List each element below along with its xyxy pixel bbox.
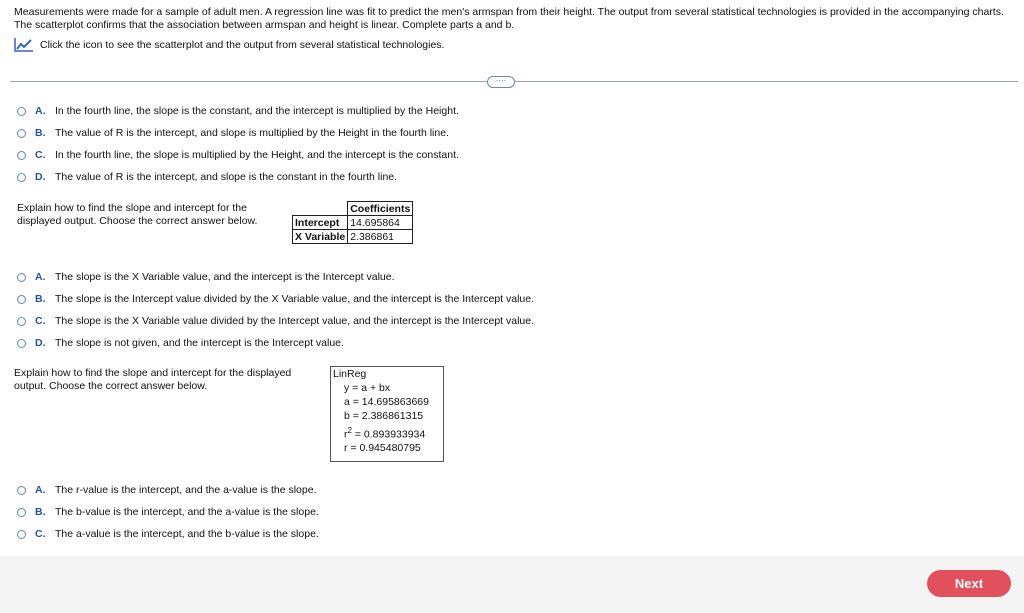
option-letter: B. <box>35 127 46 139</box>
option-text: The value of R is the intercept, and slope is multiplied by the Height in the fourth line. <box>55 127 449 139</box>
r2-exponent: 2 <box>347 426 352 435</box>
option-letter: B. <box>35 506 46 518</box>
option-letter: C. <box>35 528 46 540</box>
answer-options-part1 <box>17 100 459 188</box>
footer-bar <box>0 556 1024 613</box>
table-row <box>293 202 413 216</box>
option-c[interactable] <box>17 144 459 166</box>
option-text: The b-value is the intercept, and the a-value is the slope. <box>55 506 319 518</box>
prompt-line: Explain how to find the slope and intercept for the displayed <box>14 367 292 379</box>
chart-link <box>14 37 444 52</box>
radio-button[interactable] <box>17 339 26 348</box>
table-header: Coefficients <box>348 202 413 216</box>
r2-number: = 0.893933934 <box>351 428 426 441</box>
chart-icon[interactable] <box>14 37 34 52</box>
radio-button[interactable] <box>17 508 26 517</box>
option-text: The slope is the X Variable value, and the intercept is the Intercept value. <box>55 271 395 283</box>
option-letter: C. <box>35 315 46 327</box>
option-b[interactable] <box>17 288 534 310</box>
prompt-line: displayed output. Choose the correct answer below. <box>17 215 258 227</box>
radio-button[interactable] <box>17 317 26 326</box>
option-letter: A. <box>35 271 46 283</box>
option-letter: B. <box>35 293 46 305</box>
option-text: The slope is the X Variable value divided by the Intercept value, and the intercept is the Intercept value. <box>55 315 535 327</box>
radio-button[interactable] <box>17 151 26 160</box>
chart-link-text: Click the icon to see the scatterplot and the output from several statistical technologies. <box>40 38 445 51</box>
option-a[interactable] <box>17 479 319 501</box>
linreg-title: LinReg <box>333 368 367 380</box>
more-button[interactable]: ···· <box>487 76 515 88</box>
row-value: 14.695864 <box>348 216 413 230</box>
option-a[interactable] <box>17 266 534 288</box>
option-text: The slope is the Intercept value divided by the X Variable value, and the intercept is the Intercept value. <box>55 293 535 305</box>
option-letter: D. <box>35 171 46 183</box>
radio-button[interactable] <box>17 295 26 304</box>
question-prompt-3 <box>14 367 291 393</box>
linreg-r-value: r = 0.945480795 <box>344 442 421 454</box>
option-c[interactable] <box>17 310 534 332</box>
radio-button[interactable] <box>17 173 26 182</box>
table-cell <box>293 202 348 216</box>
option-b[interactable] <box>17 501 319 523</box>
option-letter: C. <box>35 149 46 161</box>
question-intro: Measurements were made for a sample of adult men. A regression line was fit to predict the men's armspan from their height. The output from several statistical technologies is provided in the accompanying charts. The scatterplot confirms that the association between armspan and height is linear. Complete parts a and b. <box>14 6 1004 31</box>
radio-button[interactable] <box>17 530 26 539</box>
linreg-r2-value <box>344 426 425 441</box>
radio-button[interactable] <box>17 486 26 495</box>
table-row <box>293 216 413 230</box>
option-text: In the fourth line, the slope is multiplied by the Height, and the intercept is the constant. <box>55 149 459 161</box>
option-c[interactable] <box>17 523 319 545</box>
option-d[interactable] <box>17 332 534 354</box>
r2-symbol: r <box>344 428 348 441</box>
linreg-output-box <box>330 366 444 462</box>
coefficients-table <box>292 201 413 244</box>
row-value: 2.386861 <box>348 230 413 244</box>
option-letter: A. <box>35 105 46 117</box>
option-text: In the fourth line, the slope is the constant, and the intercept is multiplied by the Height. <box>55 105 459 117</box>
option-text: The a-value is the intercept, and the b-value is the slope. <box>55 528 319 540</box>
prompt-line: output. Choose the correct answer below. <box>14 380 208 392</box>
radio-button[interactable] <box>17 107 26 116</box>
option-d[interactable] <box>17 166 459 188</box>
option-letter: A. <box>35 484 46 496</box>
answer-options-part2 <box>17 266 534 354</box>
radio-button[interactable] <box>17 129 26 138</box>
linreg-b-value: b = 2.386861315 <box>344 410 424 422</box>
next-button[interactable]: Next <box>927 570 1011 597</box>
linreg-a-value: a = 14.695863669 <box>344 396 429 408</box>
option-text: The r-value is the intercept, and the a-value is the slope. <box>55 484 317 496</box>
answer-options-part3 <box>17 479 319 545</box>
table-row <box>293 230 413 244</box>
row-label: X Variable <box>293 230 348 244</box>
question-prompt-2 <box>17 202 257 228</box>
option-letter: D. <box>35 337 46 349</box>
row-label: Intercept <box>293 216 348 230</box>
radio-button[interactable] <box>17 273 26 282</box>
linreg-equation: y = a + bx <box>344 382 391 394</box>
prompt-line: Explain how to find the slope and intercept for the <box>17 202 247 214</box>
option-b[interactable] <box>17 122 459 144</box>
option-text: The slope is not given, and the intercept is the Intercept value. <box>55 337 344 349</box>
option-a[interactable] <box>17 100 459 122</box>
option-text: The value of R is the intercept, and slope is the constant in the fourth line. <box>55 171 398 183</box>
